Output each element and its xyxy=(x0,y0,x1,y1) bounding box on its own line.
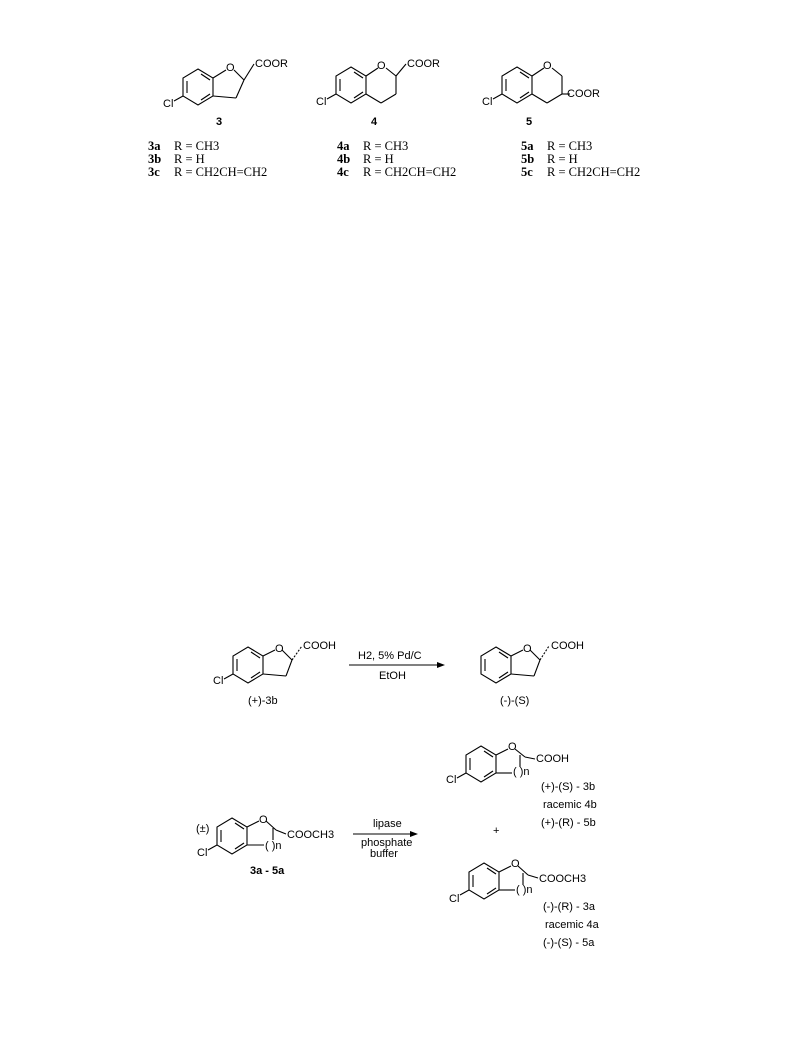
substituent-text: R = CH3 xyxy=(547,139,593,153)
acid-label: COOH xyxy=(551,640,584,652)
structure-4 xyxy=(316,58,440,128)
ester-label: COOCH3 xyxy=(539,873,587,885)
ring-size-label: ( )n xyxy=(513,766,530,778)
legend-compound-3 xyxy=(148,140,267,179)
compound-id: 3a xyxy=(148,139,161,153)
buffer-label: buffer xyxy=(370,848,398,860)
ring-size-label: ( )n xyxy=(265,840,282,852)
chloro-label: Cl xyxy=(197,847,208,859)
substituent-text: R = CH2CH=CH2 xyxy=(547,165,641,179)
legend-row xyxy=(148,166,267,179)
compound-id: 5b xyxy=(521,152,535,166)
compound-id: 5c xyxy=(521,165,533,179)
substituent-text: R = H xyxy=(174,152,205,166)
scheme-1-product xyxy=(481,640,584,707)
ring-oxygen-label: O xyxy=(543,60,552,72)
acid-label: COOH xyxy=(303,640,336,652)
legend-row xyxy=(337,166,456,179)
ring-oxygen-label: O xyxy=(511,858,520,870)
substituent-text: R = H xyxy=(363,152,394,166)
compound-id: 3b xyxy=(148,152,162,166)
chloro-label: Cl xyxy=(316,96,327,108)
plus-sign: + xyxy=(493,825,500,837)
compound-number: 5 xyxy=(526,116,533,128)
compound-id: 4a xyxy=(337,139,350,153)
legend-row xyxy=(337,140,456,153)
ring-oxygen-label: O xyxy=(508,741,517,753)
compound-number: 3 xyxy=(216,116,223,128)
legend-compound-4 xyxy=(337,140,456,179)
chloro-label: Cl xyxy=(213,675,224,687)
scheme-2-acid-product xyxy=(446,741,597,829)
product-label: (-)-(S) - 5a xyxy=(543,937,595,949)
structure-3 xyxy=(163,58,288,128)
product-label: (-)-(R) - 3a xyxy=(543,901,595,913)
ring-size-label: ( )n xyxy=(516,884,533,896)
substituent-text: R = CH2CH=CH2 xyxy=(174,165,268,179)
legend-row xyxy=(521,140,640,153)
legend-row xyxy=(521,166,640,179)
substituent-text: R = CH3 xyxy=(174,139,220,153)
compound-label: (+)-3b xyxy=(248,695,278,707)
ring-oxygen-label: O xyxy=(377,60,386,72)
ring-oxygen-label: O xyxy=(259,814,268,826)
buffer-label: phosphate xyxy=(361,837,413,849)
scheme-2-ester-product xyxy=(449,858,600,949)
ring-oxygen-label: O xyxy=(226,62,235,74)
product-label: racemic 4a xyxy=(545,919,599,931)
ester-label: COOR xyxy=(407,58,440,70)
legend-row xyxy=(148,140,267,153)
substituent-text: R = CH3 xyxy=(363,139,409,153)
compound-id: 5a xyxy=(521,139,534,153)
chloro-label: Cl xyxy=(446,774,457,786)
substituent-text: R = H xyxy=(547,152,578,166)
acid-label: COOH xyxy=(536,753,569,765)
racemic-mark: (±) xyxy=(196,823,210,835)
compound-number: 4 xyxy=(371,116,378,128)
ester-label: COOR xyxy=(255,58,288,70)
chloro-label: Cl xyxy=(163,98,174,110)
enzyme-label: lipase xyxy=(373,818,402,830)
ester-label: COOCH3 xyxy=(287,829,335,841)
chloro-label: Cl xyxy=(449,893,460,905)
product-label: (+)-(S) - 3b xyxy=(541,781,596,793)
legend-compound-5 xyxy=(521,140,640,179)
solvent-label: EtOH xyxy=(379,670,406,682)
ring-oxygen-label: O xyxy=(523,643,532,655)
scheme-1-arrow xyxy=(349,650,445,682)
reagent-label: H2, 5% Pd/C xyxy=(358,650,422,662)
compound-id: 4b xyxy=(337,152,351,166)
scheme-2-arrow xyxy=(353,818,418,860)
product-label: racemic 4b xyxy=(543,799,597,811)
compound-id: 4c xyxy=(337,165,349,179)
scheme-1-starting-material xyxy=(213,640,336,707)
chloro-label: Cl xyxy=(482,96,493,108)
substituent-text: R = CH2CH=CH2 xyxy=(363,165,457,179)
scheme-2-starting-material xyxy=(196,814,334,877)
compound-range-label: 3a - 5a xyxy=(250,865,285,877)
ring-oxygen-label: O xyxy=(275,643,284,655)
ester-label: COOR xyxy=(567,88,600,100)
compound-id: 3c xyxy=(148,165,160,179)
structure-5 xyxy=(482,60,600,128)
product-label: (+)-(R) - 5b xyxy=(541,817,596,829)
compound-label: (-)-(S) xyxy=(500,695,530,707)
